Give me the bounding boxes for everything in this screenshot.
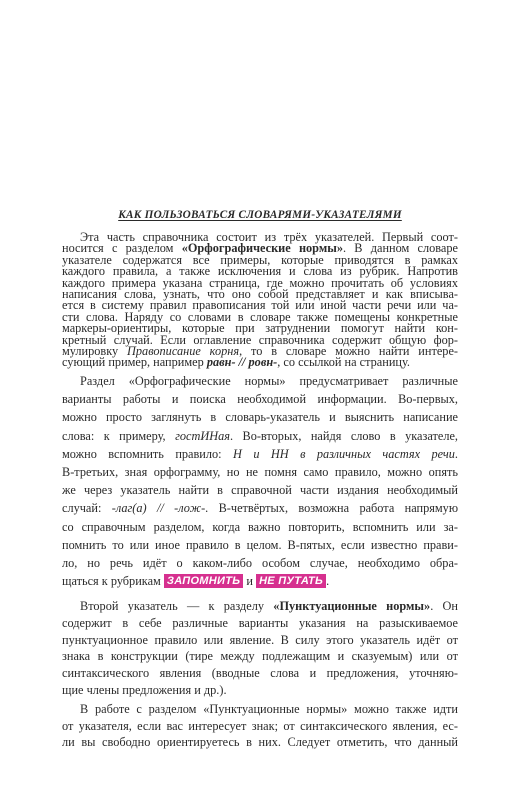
text-line: В работе с разделом «Пунктуационные нормы» можно также идти: [80, 701, 458, 716]
paragraph-orthography: [62, 372, 458, 590]
text-line: мулировку Правописание корня, то в словаре можно найти интере-: [62, 343, 458, 358]
text-line: слова: к примеру, гостИНая. Во-вторых, найдя слово в указателе,: [62, 428, 458, 443]
remember-tag: ЗАПОМНИТЬ: [164, 574, 243, 588]
text-line: написания слова, узнать, что оно собой представляет и как вписыва-: [62, 286, 458, 301]
section-reference: «Пунктуационные нормы»: [273, 599, 431, 613]
text-line: синтаксического явления (вводные слова и предложения, уточняю-: [62, 666, 458, 681]
text-line: сующий пример, например равн- // ровн-, со ссылкой на страницу.: [62, 355, 410, 370]
text-line: содержит в себе различные варианты указания на разыскиваемое: [62, 615, 458, 630]
text-line: щие члены предложения и др.).: [62, 682, 227, 697]
text-line: можно вспомнить правило: Н и НН в различных частях речи.: [62, 446, 458, 461]
text-line: варианты работы и поиска необходимой информации. Во-первых,: [62, 392, 458, 407]
text-line: знака в конструкции (тире между подлежащим и сказуемым) или от: [62, 649, 458, 664]
text-line: Раздел «Орфографические нормы» предусматривает различные: [80, 374, 458, 388]
text-line: ло, но речь идёт о каком-либо особом случае, необходимо обра-: [62, 555, 458, 570]
rule-example: Правописание корня: [127, 343, 240, 358]
text-line: можно просто заглянуть в словарь-указатель и выяснить написание: [62, 410, 458, 425]
text-line: Эта часть справочника состоит из трёх указателей. Первый соот-: [80, 230, 458, 244]
paragraph-punctuation: [62, 598, 458, 699]
paragraph-intro: [62, 232, 458, 369]
text-line: носится с разделом «Орфографические нормы». В данном словаре: [62, 241, 458, 256]
text-line: же через указатель найти в справочной части издания необходимый: [62, 483, 458, 498]
text-line: помнить то или иное правило в целом. В-пятых, если известно прави-: [62, 537, 458, 552]
text-line: случай: -лаг(а) // -лож-. В-четвёртых, возможна работа напрямую: [62, 501, 459, 516]
text-line: пунктуационное правило или явление. В силу этого указатель идёт от: [62, 632, 458, 647]
text-line: Второй указатель — к разделу «Пунктуационные нормы». Он: [80, 599, 458, 613]
text-line: маркеры-ориентиры, которые при затруднении помогут найти кон-: [62, 321, 458, 336]
text-line: В-третьих, зная орфограмму, но не помня само правило, можно опять: [62, 464, 458, 479]
text-line: от указателя, если вас интересует знак; от синтаксического явления, ес-: [62, 718, 458, 733]
text-line: ли вы свободно ориентируетесь в них. Следует отметить, что данный: [62, 735, 458, 750]
rule-example: Н и НН в различных частях речи: [233, 446, 455, 461]
paragraph-work: [62, 701, 458, 751]
text-line: сти слова. Наряду со словами в словаре также помещены конкретные: [62, 309, 458, 324]
text-line: каждого примера указана страница, где можно прочитать об условиях: [62, 275, 458, 290]
text-line: кретный случай. Если оглавление справочника содержит общую фор-: [62, 332, 458, 347]
section-reference: «Орфографические нормы»: [181, 241, 343, 256]
text-line: указателе содержатся все примеры, которые приводятся в рамках: [62, 252, 458, 267]
text-line: каждого правила, а также исключения и слова из рубрик. Напротив: [62, 264, 458, 279]
text-line: щаться к рубрикам ЗАПОМНИТЬ и НЕ ПУТАТЬ .: [62, 574, 330, 589]
dont-confuse-tag: НЕ ПУТАТЬ: [256, 574, 326, 588]
word-example: равн- // ровн-: [206, 355, 278, 370]
word-example: -лаг(а) // -лож-: [111, 501, 206, 516]
word-example: гостИНая: [175, 428, 230, 443]
text-line: ется в систему правил правописания той или иной части речи или ча-: [62, 298, 458, 313]
text-line: со справочным разделом, когда важно повторить, вспомнить или за-: [62, 519, 458, 534]
section-title: КАК ПОЛЬЗОВАТЬСЯ СЛОВАРЯМИ-УКАЗАТЕЛЯМИ: [118, 209, 402, 221]
